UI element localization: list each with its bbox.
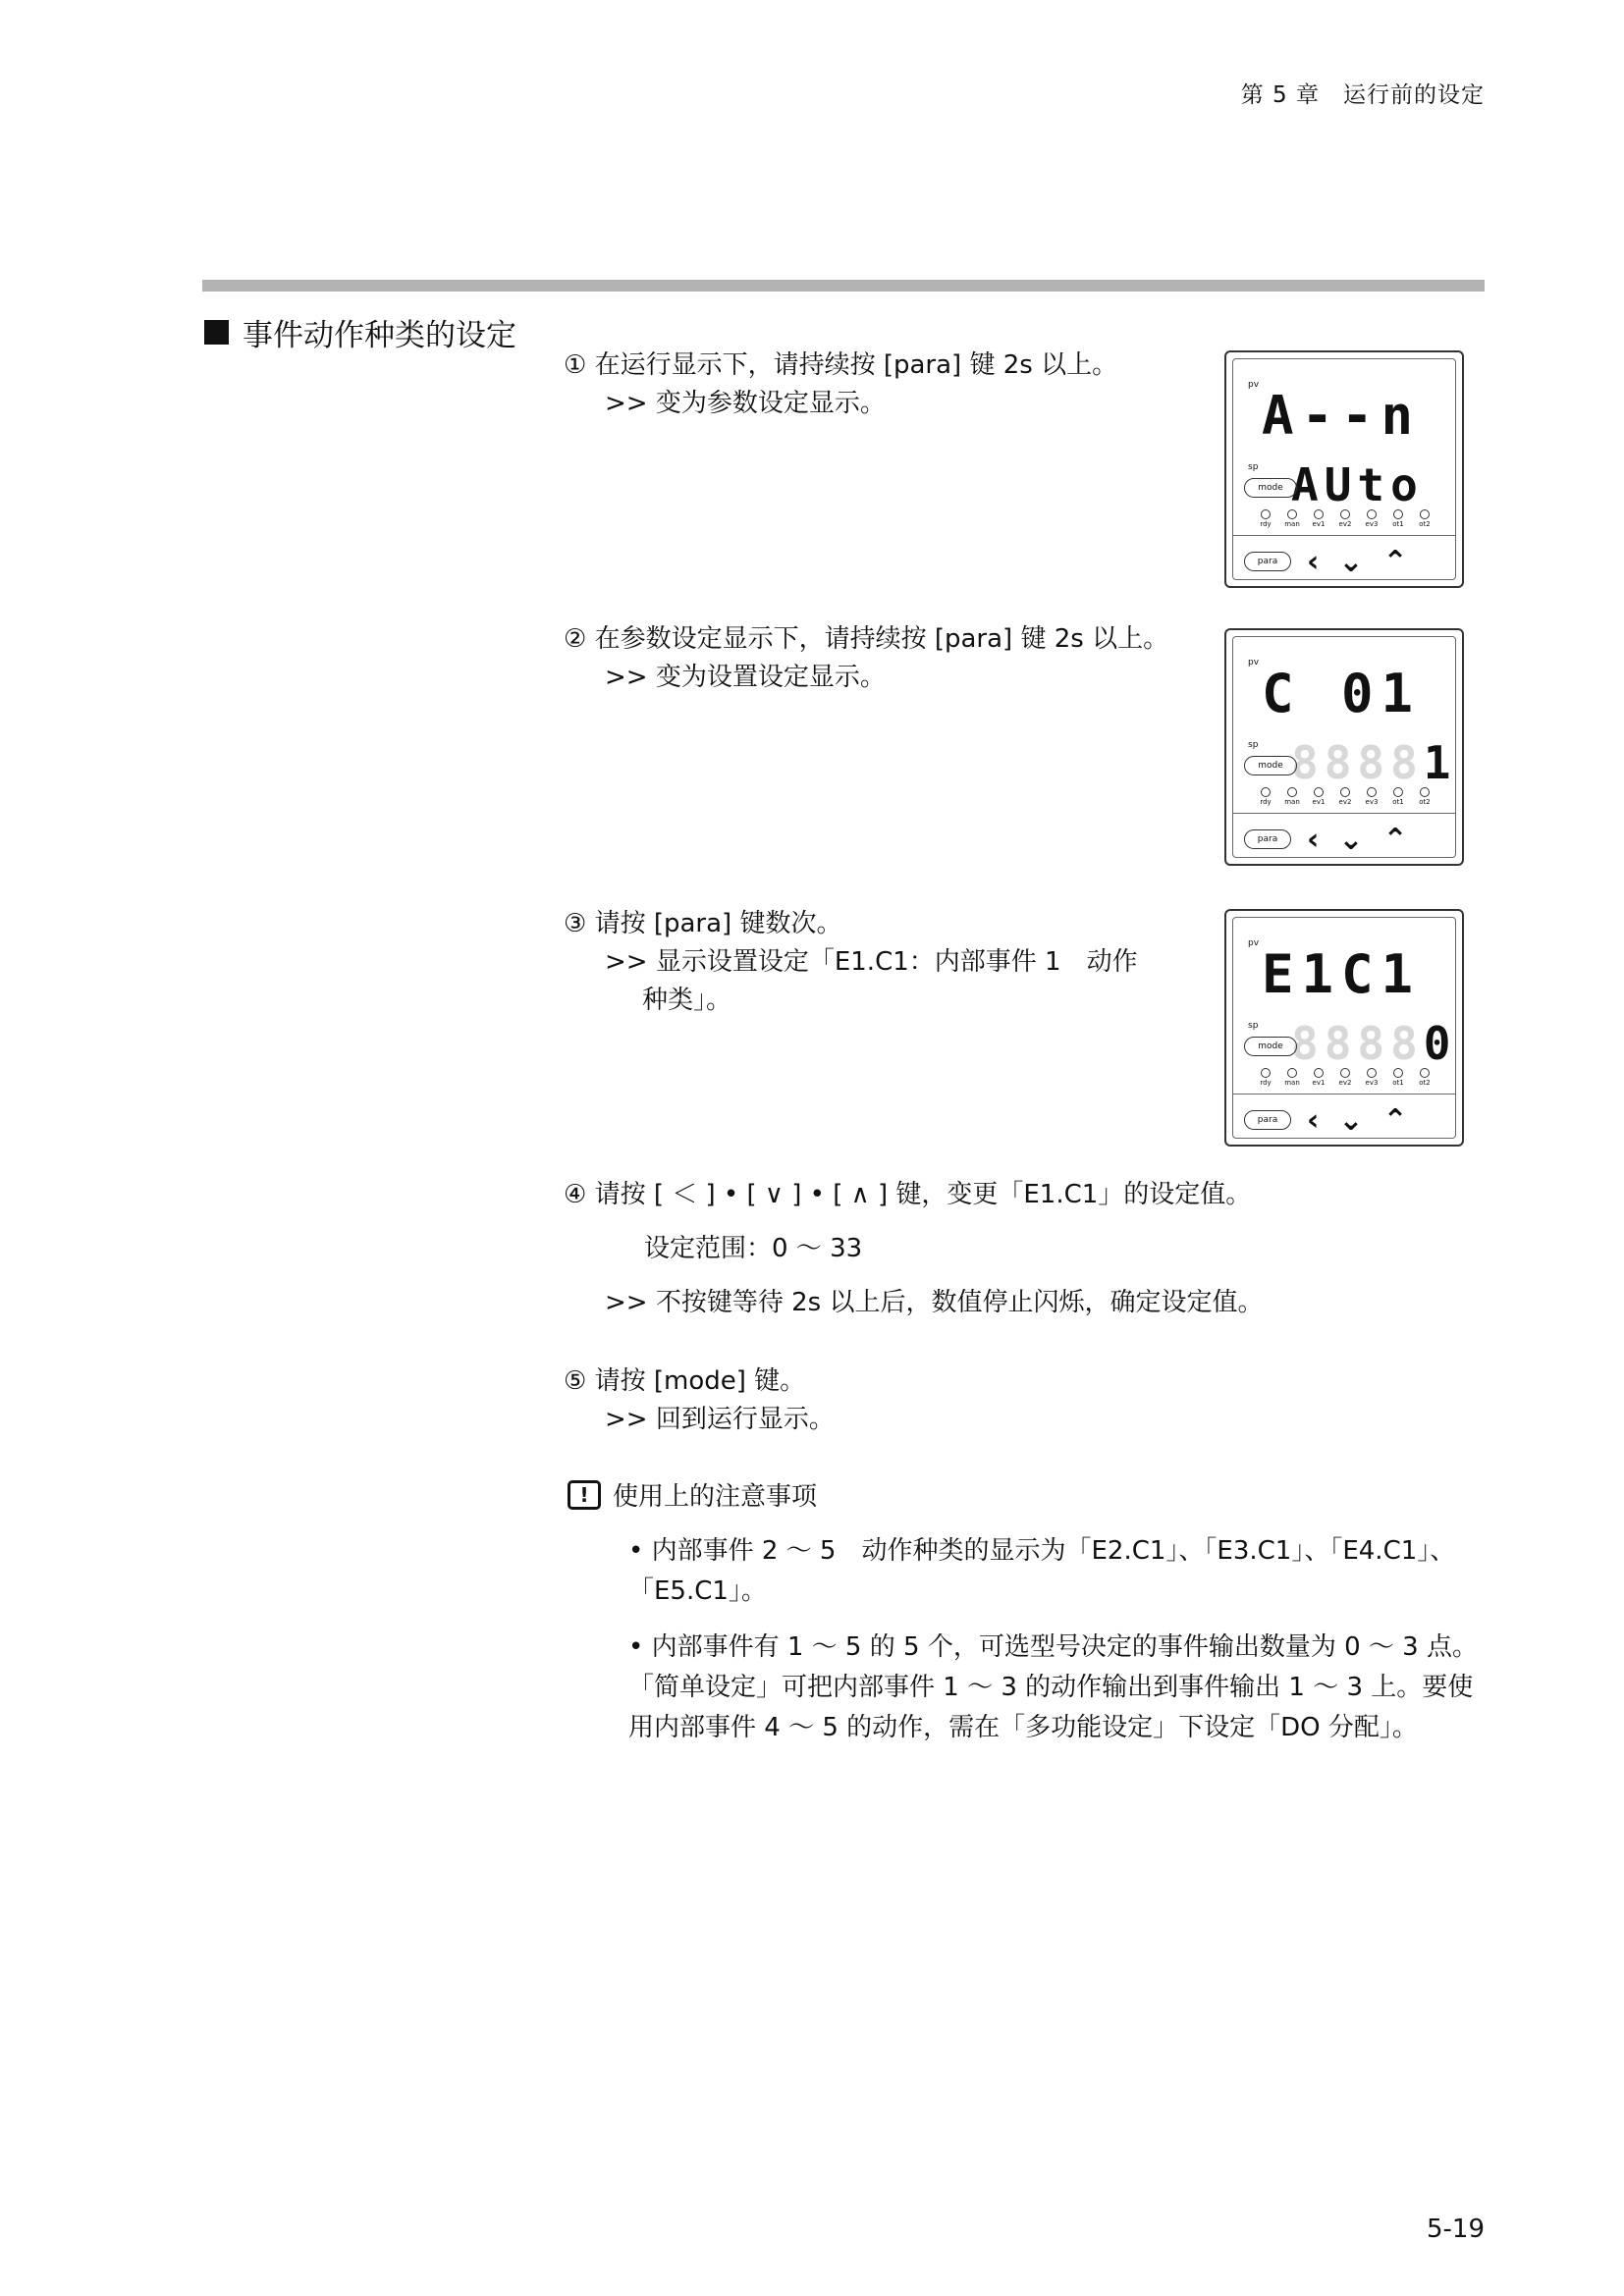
pv-display: E1C1 <box>1262 943 1422 1005</box>
up-arrow-icon: ⌃ <box>1382 1103 1408 1138</box>
para-button: para <box>1244 829 1291 849</box>
step-text: 请按 [ ＜ ] • [ ∨ ] • [ ∧ ] 键，变更「E1.C1」的设定值。 <box>594 1180 1252 1209</box>
chapter-header: 第 5 章 运行前的设定 <box>1240 82 1485 108</box>
para-button: para <box>1244 552 1291 571</box>
sp-label: sp <box>1248 740 1259 750</box>
pv-label: pv <box>1248 938 1260 948</box>
caution-icon: ! <box>568 1480 601 1510</box>
down-arrow-icon: ⌄ <box>1338 545 1364 579</box>
notice-heading <box>568 1476 817 1513</box>
step-text: 在运行显示下，请持续按 [para] 键 2s 以上。 <box>594 350 1118 380</box>
step-result: >> 显示设置设定「E1.C1：内部事件 1 动作 <box>605 947 1138 977</box>
mode-button: mode <box>1244 478 1297 498</box>
status-leds: rdy man ev1 ev2 ev3 ot1 ot2 <box>1256 787 1435 806</box>
step-result: >> 回到运行显示。 <box>605 1405 835 1434</box>
step-number: ⑤ <box>564 1366 587 1396</box>
left-arrow-icon: ‹ <box>1307 1103 1320 1138</box>
notice-list <box>628 1531 1492 1764</box>
step-4 <box>564 1176 1263 1322</box>
step-result: >> 变为参数设定显示。 <box>605 389 886 418</box>
notice-item: • 内部事件有 1 ～ 5 的 5 个，可选型号决定的事件输出数量为 0 ～ 3 点。「简单设定」可把内部事件 1 ～ 3 的动作输出到事件输出 1 ～ 3 上。要使用内部事件 4 ～ 5 的动作，需在「多功能设定」下设定「DO 分配」。 <box>628 1632 1478 1742</box>
sv-display: 88880 <box>1291 1017 1457 1070</box>
para-button: para <box>1244 1110 1291 1130</box>
square-bullet-icon <box>204 320 229 345</box>
pv-display: C 01 <box>1262 663 1422 724</box>
step-2 <box>564 620 1168 697</box>
status-leds: rdy man ev1 ev2 ev3 ot1 ot2 <box>1256 1068 1435 1087</box>
sp-label: sp <box>1248 462 1259 472</box>
mode-button: mode <box>1244 756 1297 775</box>
left-arrow-icon: ‹ <box>1307 823 1320 857</box>
step-number: ③ <box>564 909 587 938</box>
step-text: 请按 [para] 键数次。 <box>594 909 842 938</box>
step-result-continued: 种类」。 <box>642 986 732 1015</box>
step-5 <box>564 1362 835 1439</box>
section-rule <box>202 280 1485 292</box>
controller-panel-event-setting <box>1224 909 1464 1147</box>
step-3 <box>564 905 1138 1020</box>
section-title <box>204 310 516 354</box>
status-leds: rdy man ev1 ev2 ev3 ot1 ot2 <box>1256 509 1435 528</box>
arrow-keys <box>1307 1103 1408 1138</box>
step-result: >> 不按键等待 2s 以上后，数值停止闪烁，确定设定值。 <box>605 1288 1264 1317</box>
left-arrow-icon: ‹ <box>1307 545 1320 579</box>
up-arrow-icon: ⌃ <box>1382 823 1408 857</box>
step-number: ① <box>564 350 587 380</box>
arrow-keys <box>1307 823 1408 857</box>
mode-button: mode <box>1244 1037 1297 1056</box>
notice-item: • 内部事件 2 ～ 5 动作种类的显示为「E2.C1」、「E3.C1」、「E4.C1」、「E5.C1」。 <box>628 1536 1456 1606</box>
up-arrow-icon: ⌃ <box>1382 545 1408 579</box>
step-1 <box>564 347 1117 423</box>
controller-panel-setup-display <box>1224 628 1464 866</box>
setting-range: 设定范围：0 ～ 33 <box>644 1234 863 1263</box>
sv-display: AUto <box>1291 458 1424 511</box>
notice-title: 使用上的注意事项 <box>613 1482 818 1512</box>
down-arrow-icon: ⌄ <box>1338 1103 1364 1138</box>
sv-display: 88881 <box>1291 736 1457 789</box>
step-text: 请按 [mode] 键。 <box>594 1366 806 1396</box>
step-number: ④ <box>564 1180 587 1209</box>
step-result: >> 变为设置设定显示。 <box>605 663 886 692</box>
page-number: 5-19 <box>1426 2215 1485 2244</box>
step-number: ② <box>564 624 587 654</box>
sp-label: sp <box>1248 1021 1259 1031</box>
arrow-keys <box>1307 545 1408 579</box>
section-title-text: 事件动作种类的设定 <box>243 318 516 353</box>
pv-display: A--n <box>1262 385 1422 447</box>
step-text: 在参数设定显示下，请持续按 [para] 键 2s 以上。 <box>594 624 1169 654</box>
pv-label: pv <box>1248 380 1260 390</box>
down-arrow-icon: ⌄ <box>1338 823 1364 857</box>
pv-label: pv <box>1248 658 1260 667</box>
controller-panel-run-display <box>1224 350 1464 588</box>
